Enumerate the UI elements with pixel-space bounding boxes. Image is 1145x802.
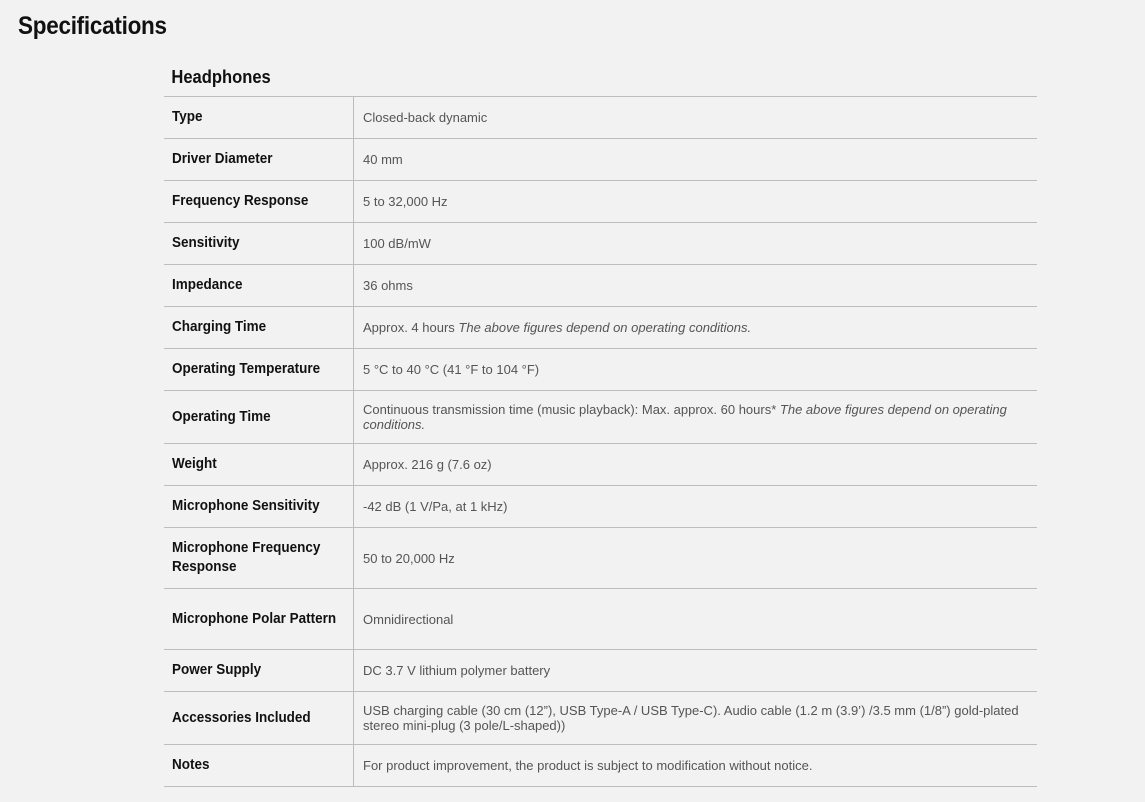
spec-label: Frequency Response xyxy=(172,193,309,209)
spec-label: Microphone Polar Pattern xyxy=(172,610,337,627)
spec-label: Type xyxy=(172,109,203,125)
spec-value: 5 °C to 40 °C (41 °F to 104 °F) xyxy=(363,362,540,377)
spec-label: Notes xyxy=(172,757,210,773)
spec-row-operating-time xyxy=(164,391,1037,444)
spec-label: Weight xyxy=(172,456,217,472)
spec-row-microphone-sensitivity xyxy=(164,486,1037,528)
spec-value: DC 3.7 V lithium polymer battery xyxy=(363,663,551,678)
spec-label: Operating Temperature xyxy=(172,361,321,377)
spec-row-accessories-included xyxy=(164,692,1037,745)
spec-label: Charging Time xyxy=(172,319,267,335)
spec-row-operating-temperature xyxy=(164,349,1037,391)
spec-table xyxy=(164,97,1037,787)
specifications-section xyxy=(164,60,1037,787)
spec-row-impedance xyxy=(164,265,1037,307)
spec-row-sensitivity xyxy=(164,223,1037,265)
spec-value: Approx. 4 hours xyxy=(363,320,455,335)
spec-value: 40 mm xyxy=(363,152,403,167)
spec-value: Omnidirectional xyxy=(363,611,454,627)
section-header xyxy=(164,60,1037,97)
spec-label: Sensitivity xyxy=(172,235,240,251)
spec-value: For product improvement, the product is subject to modification without notice. xyxy=(363,758,813,773)
spec-label: Power Supply xyxy=(172,662,262,678)
spec-value: Continuous transmission time (music playback): Max. approx. 60 hours* xyxy=(363,402,777,417)
spec-row-microphone-polar-pattern xyxy=(164,589,1037,650)
spec-label: Microphone Sensitivity xyxy=(172,498,320,514)
spec-value: Approx. 216 g (7.6 oz) xyxy=(363,457,492,472)
spec-row-microphone-frequency-response xyxy=(164,528,1037,589)
spec-label: Accessories Included xyxy=(172,709,311,726)
spec-label: Microphone Frequency Response xyxy=(172,540,321,575)
spec-value: USB charging cable (30 cm (12”), USB Type-A / USB Type-C). Audio cable (1.2 m (3.9’) /3.5 mm (1/8”) gold-plated stereo mini-plug (3 pole/L-shaped)) xyxy=(363,703,1019,733)
spec-row-weight xyxy=(164,444,1037,486)
spec-value: 36 ohms xyxy=(363,278,413,293)
spec-value: Closed-back dynamic xyxy=(363,110,488,125)
spec-row-type xyxy=(164,97,1037,139)
spec-row-driver-diameter xyxy=(164,139,1037,181)
spec-value: -42 dB (1 V/Pa, at 1 kHz) xyxy=(363,499,508,514)
spec-value: 50 to 20,000 Hz xyxy=(363,550,455,566)
spec-note: The above figures depend on operating conditions. xyxy=(458,320,752,335)
spec-label: Driver Diameter xyxy=(172,151,273,167)
spec-label: Operating Time xyxy=(172,408,271,425)
page-title: Specifications xyxy=(18,12,167,40)
spec-label: Impedance xyxy=(172,277,243,293)
spec-row-charging-time xyxy=(164,307,1037,349)
spec-value: 100 dB/mW xyxy=(363,236,431,251)
spec-row-notes xyxy=(164,745,1037,787)
spec-row-frequency-response xyxy=(164,181,1037,223)
spec-row-power-supply xyxy=(164,650,1037,692)
section-title: Headphones xyxy=(171,67,271,87)
spec-value: 5 to 32,000 Hz xyxy=(363,194,448,209)
spec-note: The above figures depend on operating conditions. xyxy=(363,402,1007,432)
